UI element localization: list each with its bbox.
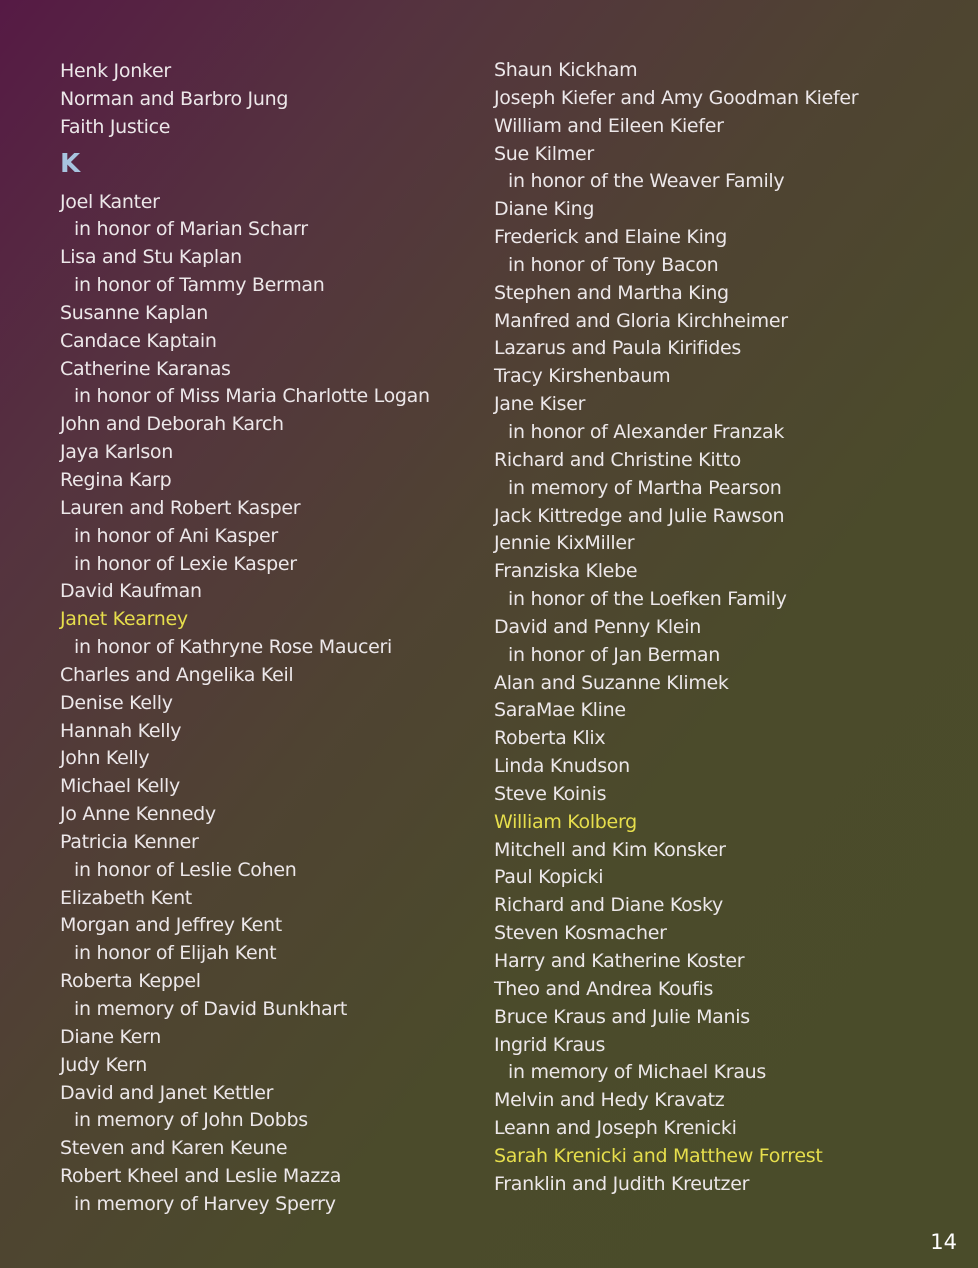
donor-dedication: in honor of Tony Bacon xyxy=(508,253,719,276)
donor-name: Stephen and Martha King xyxy=(494,281,729,304)
donor-name: Norman and Barbro Jung xyxy=(60,87,289,110)
donor-name: Denise Kelly xyxy=(60,691,173,714)
donor-dedication: in honor of Tammy Berman xyxy=(74,274,325,297)
donor-dedication: in memory of Michael Kraus xyxy=(508,1061,767,1084)
donor-name: Robert Kheel and Leslie Mazza xyxy=(60,1165,342,1188)
donor-name: Bruce Kraus and Julie Manis xyxy=(494,1005,750,1028)
donor-name: Jaya Karlson xyxy=(60,441,173,464)
donor-name: David and Janet Kettler xyxy=(60,1081,274,1104)
donor-name-highlighted: Janet Kearney xyxy=(60,608,188,631)
donor-name: Faith Justice xyxy=(60,115,171,138)
donor-dedication: in honor of the Loefken Family xyxy=(508,588,787,611)
donor-dedication: in honor of Ani Kasper xyxy=(74,524,278,547)
donor-name: Susanne Kaplan xyxy=(60,301,209,324)
donor-dedication: in memory of John Dobbs xyxy=(74,1109,308,1132)
donor-name: Steven Kosmacher xyxy=(494,922,667,945)
donor-name: Elizabeth Kent xyxy=(60,886,192,909)
donor-name: Frederick and Elaine King xyxy=(494,226,728,249)
donor-name: Morgan and Jeffrey Kent xyxy=(60,914,282,937)
donor-dedication: in honor of Lexie Kasper xyxy=(74,552,297,575)
donor-name: Regina Karp xyxy=(60,468,172,491)
donor-name: Joseph Kiefer and Amy Goodman Kiefer xyxy=(494,86,859,109)
donor-name: Jane Kiser xyxy=(494,393,586,416)
donor-name: Diane King xyxy=(494,198,595,221)
donor-dedication: in honor of Alexander Franzak xyxy=(508,420,785,443)
donor-name: Manfred and Gloria Kirchheimer xyxy=(494,309,788,332)
donor-name: Alan and Suzanne Klimek xyxy=(494,671,729,694)
donor-name: John and Deborah Karch xyxy=(60,413,284,436)
donor-dedication: in memory of David Bunkhart xyxy=(74,998,348,1020)
donor-name: Ingrid Kraus xyxy=(494,1033,606,1056)
donor-name-highlighted: William Kolberg xyxy=(494,810,637,833)
donor-name: Catherine Karanas xyxy=(60,357,231,380)
donor-list-right-column xyxy=(494,57,858,1199)
donor-name: Charles and Angelika Keil xyxy=(60,663,294,686)
donor-name: Theo and Andrea Koufis xyxy=(494,977,714,1000)
page-number: 14 xyxy=(930,1230,957,1254)
donor-name: Candace Kaptain xyxy=(60,329,217,352)
donor-name: Franklin and Judith Kreutzer xyxy=(494,1172,750,1195)
donor-name: Leann and Joseph Krenicki xyxy=(494,1117,737,1140)
donor-name: David and Penny Klein xyxy=(494,615,701,638)
donor-name: Jo Anne Kennedy xyxy=(60,803,216,826)
donor-dedication: in honor of Jan Berman xyxy=(508,643,721,666)
donor-name: Roberta Keppel xyxy=(60,970,201,993)
donor-name: Hannah Kelly xyxy=(60,719,182,742)
donor-name-highlighted: Sarah Krenicki and Matthew Forrest xyxy=(494,1144,823,1167)
donor-name: Roberta Klix xyxy=(494,727,606,750)
donor-name: Steven and Karen Keune xyxy=(60,1137,288,1160)
donor-name: William and Eileen Kiefer xyxy=(494,114,724,137)
donor-name: Jack Kittredge and Julie Rawson xyxy=(494,504,785,527)
donor-name: Diane Kern xyxy=(60,1025,162,1048)
donor-dedication: in honor of Marian Scharr xyxy=(74,218,308,241)
donor-name: Joel Kanter xyxy=(60,190,160,213)
donor-name: Harry and Katherine Koster xyxy=(494,950,745,972)
donor-dedication: in honor of Kathryne Rose Mauceri xyxy=(74,636,392,659)
donor-name: Paul Kopicki xyxy=(494,866,604,889)
donor-name: Judy Kern xyxy=(60,1053,148,1076)
donor-name: Lauren and Robert Kasper xyxy=(60,496,301,519)
donor-dedication: in honor of Leslie Cohen xyxy=(74,858,297,881)
donor-name: Richard and Christine Kitto xyxy=(494,448,741,471)
donor-name: Franziska Klebe xyxy=(494,560,638,583)
donor-name: Shaun Kickham xyxy=(494,59,638,81)
donor-name: Patricia Kenner xyxy=(60,830,199,853)
donor-list-left-column xyxy=(60,58,430,1219)
donor-dedication: in honor of Miss Maria Charlotte Logan xyxy=(74,385,430,408)
donor-name: Linda Knudson xyxy=(494,755,630,778)
donor-name: Sue Kilmer xyxy=(494,142,594,165)
donor-name: SaraMae Kline xyxy=(494,699,626,722)
donor-name: Henk Jonker xyxy=(60,60,171,82)
donor-name: Lazarus and Paula Kirifides xyxy=(494,337,742,360)
donor-name: Steve Koinis xyxy=(494,782,607,805)
donor-dedication: in honor of the Weaver Family xyxy=(508,170,785,193)
donor-name: Tracy Kirshenbaum xyxy=(494,365,671,388)
donor-name: Michael Kelly xyxy=(60,775,180,798)
section-letter-heading: K xyxy=(60,148,81,179)
donor-name: David Kaufman xyxy=(60,580,202,603)
donor-name: Mitchell and Kim Konsker xyxy=(494,838,726,861)
donor-name: Richard and Diane Kosky xyxy=(494,894,724,917)
donor-name: John Kelly xyxy=(60,747,150,770)
donor-name: Lisa and Stu Kaplan xyxy=(60,246,242,269)
donor-name: Melvin and Hedy Kravatz xyxy=(494,1089,725,1112)
donor-dedication: in memory of Harvey Sperry xyxy=(74,1192,336,1215)
donor-dedication: in memory of Martha Pearson xyxy=(508,476,782,499)
donor-dedication: in honor of Elijah Kent xyxy=(74,942,277,965)
donor-name: Jennie KixMiller xyxy=(494,532,635,555)
